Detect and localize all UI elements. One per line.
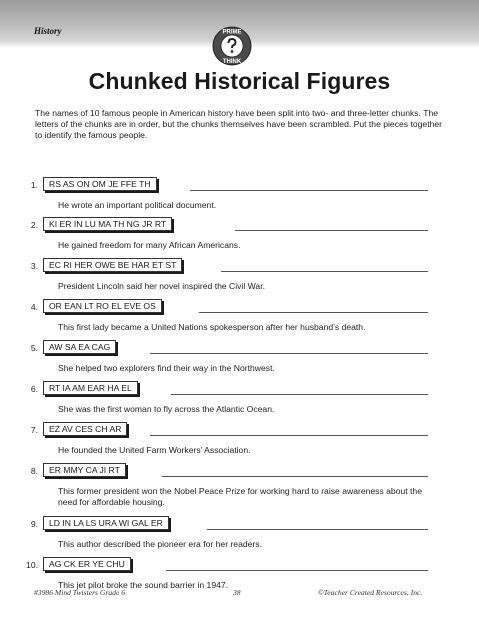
chunk-box: KI ER IN LU MA TH NG JR RT bbox=[43, 217, 172, 231]
clue-text: He wrote an important political document. bbox=[58, 200, 217, 210]
puzzle-item bbox=[0, 218, 479, 258]
answer-line[interactable] bbox=[150, 353, 428, 354]
clue-text: She helped two explorers find their way in the Northwest. bbox=[58, 363, 275, 373]
answer-line[interactable] bbox=[207, 529, 428, 530]
puzzle-item bbox=[0, 259, 479, 299]
item-number: 5. bbox=[30, 343, 38, 353]
item-number: 6. bbox=[30, 384, 38, 394]
answer-line[interactable] bbox=[150, 435, 428, 436]
puzzle-item bbox=[0, 517, 479, 557]
clue-text: This author described the pioneer era for her readers. bbox=[58, 539, 262, 549]
chunk-box: OR EAN LT RO EL EVE OS bbox=[43, 299, 162, 313]
clue-text: This jet pilot broke the sound barrier in 1947. bbox=[58, 580, 229, 590]
puzzle-item bbox=[0, 341, 479, 381]
prime-think-badge-icon bbox=[212, 26, 252, 66]
item-number: 1. bbox=[30, 180, 38, 190]
clue-text: President Lincoln said her novel inspired the Civil War. bbox=[58, 281, 265, 291]
puzzle-item bbox=[0, 464, 479, 508]
clue-text: He gained freedom for many African Americans. bbox=[58, 240, 241, 250]
item-number: 10. bbox=[26, 560, 38, 570]
chunk-box: RS AS ON OM JE FFE TH bbox=[43, 177, 157, 191]
section-label: History bbox=[34, 26, 62, 36]
chunk-box: EZ AV CES CH AR bbox=[43, 422, 127, 436]
item-number: 3. bbox=[30, 261, 38, 271]
answer-line[interactable] bbox=[190, 190, 428, 191]
badge-top-text: PRIME bbox=[222, 29, 242, 36]
clue-text: This first lady became a United Nations spokesperson after her husband’s death. bbox=[58, 322, 366, 332]
footer-book-title: #3986 Mind Twisters Grade 6 bbox=[34, 588, 125, 597]
badge-bottom-text: THINK bbox=[222, 59, 242, 65]
answer-line[interactable] bbox=[162, 476, 428, 477]
chunk-box: RT IA AM EAR HA EL bbox=[43, 381, 138, 395]
answer-line[interactable] bbox=[235, 230, 428, 231]
chunk-box: LD IN LA LS URA WI GAL ER bbox=[43, 516, 169, 530]
clue-text: This former president won the Nobel Peace Prize for working hard to raise awareness about the need for affordable housing. bbox=[58, 486, 422, 508]
puzzle-item bbox=[0, 423, 479, 463]
answer-line[interactable] bbox=[199, 312, 428, 313]
chunk-box: ER MMY CA JI RT bbox=[43, 463, 126, 477]
puzzle-item bbox=[0, 300, 479, 340]
answer-line[interactable] bbox=[171, 394, 428, 395]
footer-page-number: 38 bbox=[233, 588, 241, 597]
item-number: 7. bbox=[30, 425, 38, 435]
intro-paragraph: The names of 10 famous people in American history have been split into two- and three-letter chunks. The letters of the chunks are in order, but the chunks themselves have been scrambled. Put the pieces together to identify the famous people. bbox=[35, 108, 443, 141]
footer-copyright: ©Teacher Created Resources, Inc. bbox=[318, 588, 423, 597]
item-number: 4. bbox=[30, 302, 38, 312]
chunk-box: EC RI HER OWE BE HAR ET ST bbox=[43, 258, 182, 272]
puzzle-item bbox=[0, 178, 479, 218]
chunk-box: AW SA EA CAG bbox=[43, 340, 116, 354]
item-number: 2. bbox=[30, 220, 38, 230]
answer-line[interactable] bbox=[166, 570, 428, 571]
item-number: 9. bbox=[30, 519, 38, 529]
clue-text: She was the first woman to fly across the Atlantic Ocean. bbox=[58, 404, 275, 414]
answer-line[interactable] bbox=[221, 271, 428, 272]
item-number: 8. bbox=[30, 466, 38, 476]
page-title: Chunked Historical Figures bbox=[88, 68, 391, 94]
clue-text: He founded the United Farm Workers’ Association. bbox=[58, 445, 251, 455]
chunk-box: AG CK ER YE CHU bbox=[43, 557, 131, 571]
puzzle-item bbox=[0, 382, 479, 422]
